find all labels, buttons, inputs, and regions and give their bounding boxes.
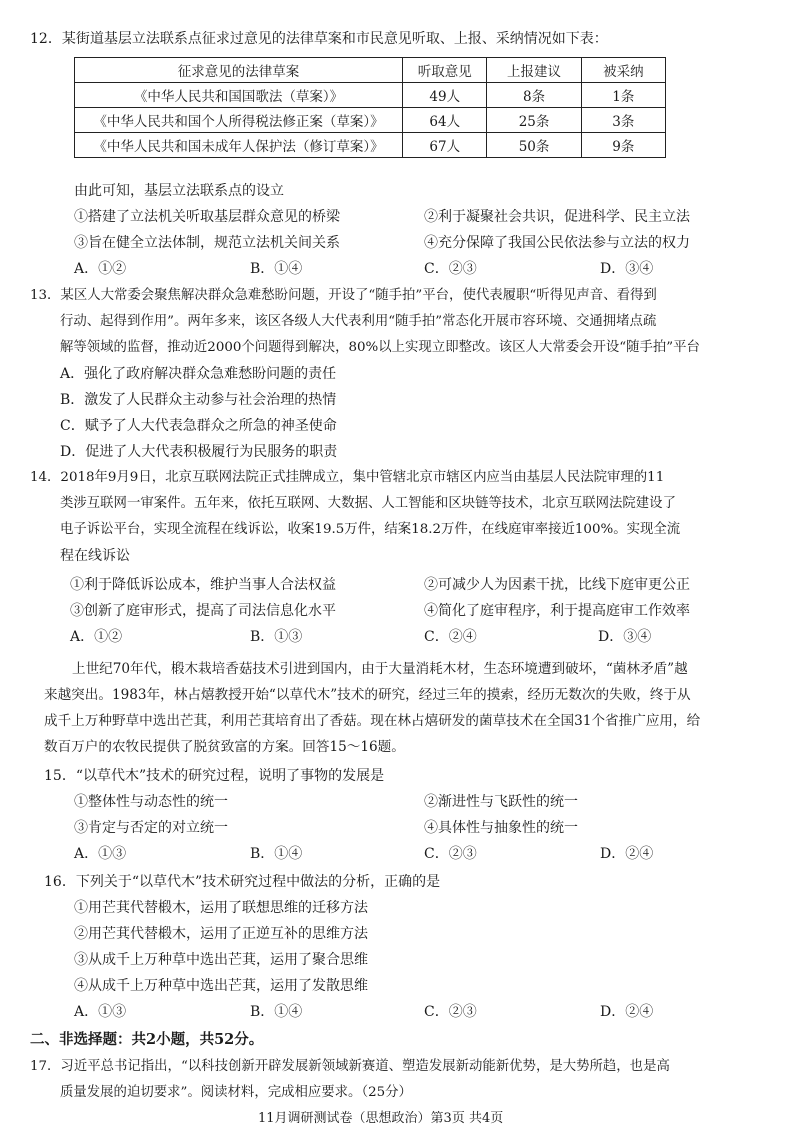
q12-lead: 由此可知，基层立法联系点的设立 [74, 183, 284, 199]
q16-item-2: ②用芒萁代替椴木，运用了正逆互补的思维方法 [74, 926, 368, 942]
q14-item-2: ②可减少人为因素干扰，比线下庭审更公正 [424, 577, 690, 593]
q13-option-c: C．赋予了人大代表急群众之所急的神圣使命 [60, 418, 337, 434]
q15-option-b: B．①④ [250, 846, 303, 862]
table-row [75, 133, 666, 158]
q16-option-c: C．②③ [424, 1004, 477, 1020]
q16-item-4: ④从成千上万种草中选出芒萁，运用了发散思维 [74, 978, 368, 994]
table-cell: 64人 [403, 108, 487, 133]
q13-option-d: D．促进了人大代表积极履行为民服务的职责 [60, 444, 338, 460]
passage-line-1: 上世纪70年代，椴木栽培香菇技术引进到国内，由于大量消耗木材，生态环境遭到破坏，“菌林矛盾”越 [72, 661, 688, 677]
q16-option-b: B．①④ [250, 1004, 303, 1020]
q17-line-2: 质量发展的迫切要求”。阅读材料，完成相应要求。（25分） [60, 1085, 412, 1100]
table-cell: 《中华人民共和国个人所得税法修正案（草案）》 [75, 108, 403, 133]
q16-stem: 16．下列关于“以草代木”技术研究过程中做法的分析，正确的是 [44, 874, 441, 890]
q14-line-4: 程在线诉讼 [60, 548, 130, 564]
q12-item-3: ③旨在健全立法体制，规范立法机关间关系 [74, 235, 340, 251]
q14-item-1: ①利于降低诉讼成本，维护当事人合法权益 [70, 577, 336, 593]
q13-line-1: 13．某区人大常委会聚焦解决群众急难愁盼问题，开设了“随手拍”平台，使代表履职“听得见声音、看得到 [30, 288, 657, 303]
q12-option-c: C．②③ [424, 261, 477, 277]
table-cell: 8条 [487, 83, 581, 108]
q15-item-3: ③肯定与否定的对立统一 [74, 820, 228, 836]
q15-option-a: A．①③ [74, 846, 127, 862]
q14-line-2: 类涉互联网一审案件。五年来，依托互联网、大数据、人工智能和区块链等技术，北京互联网法院建设了 [60, 496, 676, 511]
table-cell: 67人 [403, 133, 487, 158]
q12-stem: 12．某街道基层立法联系点征求过意见的法律草案和市民意见听取、上报、采纳情况如下表： [30, 31, 608, 47]
table-header-cell: 上报建议 [487, 58, 581, 83]
q13-line-2: 行动、起得到作用”。两年多来，该区各级人大代表利用“随手拍”常态化开展市容环境、交通拥堵点疏 [60, 314, 657, 329]
q13-option-b: B．激发了人民群众主动参与社会治理的热情 [60, 392, 337, 408]
q16-option-a: A．①③ [74, 1004, 127, 1020]
table-header-cell: 听取意见 [403, 58, 487, 83]
q12-item-1: ①搭建了立法机关听取基层群众意见的桥梁 [74, 209, 340, 225]
q15-option-d: D．②④ [600, 846, 654, 862]
q13-option-a: A．强化了政府解决群众急难愁盼问题的责任 [60, 366, 337, 382]
table-cell: 9条 [581, 133, 665, 158]
q12-option-b: B．①④ [250, 261, 303, 277]
q14-option-c: C．②④ [424, 629, 477, 645]
q14-option-d: D．③④ [598, 629, 652, 645]
table-cell: 3条 [581, 108, 665, 133]
table-row [75, 83, 666, 108]
q13-line-3: 解等领域的监督，推动近2000个问题得到解决，80%以上实现立即整改。该区人大常委会开设“随手拍”平台 [60, 340, 700, 355]
table-row [75, 108, 666, 133]
passage-line-4: 数百万户的农牧民提供了脱贫致富的方案。回答15～16题。 [44, 739, 405, 755]
table-cell: 《中华人民共和国未成年人保护法（修订草案）》 [75, 133, 403, 158]
q16-item-1: ①用芒萁代替椴木，运用了联想思维的迁移方法 [74, 900, 368, 916]
q12-item-2: ②利于凝聚社会共识，促进科学、民主立法 [424, 209, 690, 225]
q15-item-2: ②渐进性与飞跃性的统一 [424, 794, 578, 810]
q12-option-a: A．①② [74, 261, 127, 277]
q12-table [74, 57, 666, 158]
q15-stem: 15．“以草代木”技术的研究过程，说明了事物的发展是 [44, 768, 385, 784]
table-cell: 1条 [581, 83, 665, 108]
q16-item-3: ③从成千上万种草中选出芒萁，运用了聚合思维 [74, 952, 368, 968]
table-cell: 49人 [403, 83, 487, 108]
table-cell: 《中华人民共和国国歌法（草案）》 [75, 83, 403, 108]
q17-line-1: 17．习近平总书记指出，“以科技创新开辟发展新领域新赛道、塑造发展新动能新优势，是大势所趋，也是高 [30, 1059, 670, 1074]
q12-item-4: ④充分保障了我国公民依法参与立法的权力 [424, 235, 690, 251]
q15-option-c: C．②③ [424, 846, 477, 862]
q12-option-d: D．③④ [600, 261, 654, 277]
table-header-cell: 征求意见的法律草案 [75, 58, 403, 83]
table-cell: 50条 [487, 133, 581, 158]
q14-line-3: 电子诉讼平台，实现全流程在线诉讼，收案19.5万件，结案18.2万件，在线庭审率接近100%。实现全流 [60, 522, 681, 537]
q14-option-b: B．①③ [250, 629, 303, 645]
q15-item-1: ①整体性与动态性的统一 [74, 794, 228, 810]
q14-option-a: A．①② [70, 629, 123, 645]
table-cell: 25条 [487, 108, 581, 133]
section-2-heading: 二、非选择题：共2小题，共52分。 [30, 1031, 264, 1048]
passage-line-3: 成千上万种野草中选出芒萁，利用芒萁培育出了香菇。现在林占熺研发的菌草技术在全国31个省推广应用，给 [44, 713, 701, 729]
q14-item-3: ③创新了庭审形式，提高了司法信息化水平 [70, 603, 336, 619]
table-header-row [75, 58, 666, 83]
q14-line-1: 14．2018年9月9日，北京互联网法院正式挂牌成立，集中管辖北京市辖区内应当由基层人民法院审理的11 [30, 470, 665, 485]
q15-item-4: ④具体性与抽象性的统一 [424, 820, 578, 836]
table-header-cell: 被采纳 [581, 58, 665, 83]
q14-item-4: ④简化了庭审程序，利于提高庭审工作效率 [424, 603, 690, 619]
passage-line-2: 来越突出。1983年，林占熺教授开始“以草代木”技术的研究，经过三年的摸索，经历无数次的失败，终于从 [44, 687, 691, 703]
page-footer: 11月调研测试卷（思想政治）第3页 共4页 [258, 1111, 504, 1126]
q16-option-d: D．②④ [600, 1004, 654, 1020]
